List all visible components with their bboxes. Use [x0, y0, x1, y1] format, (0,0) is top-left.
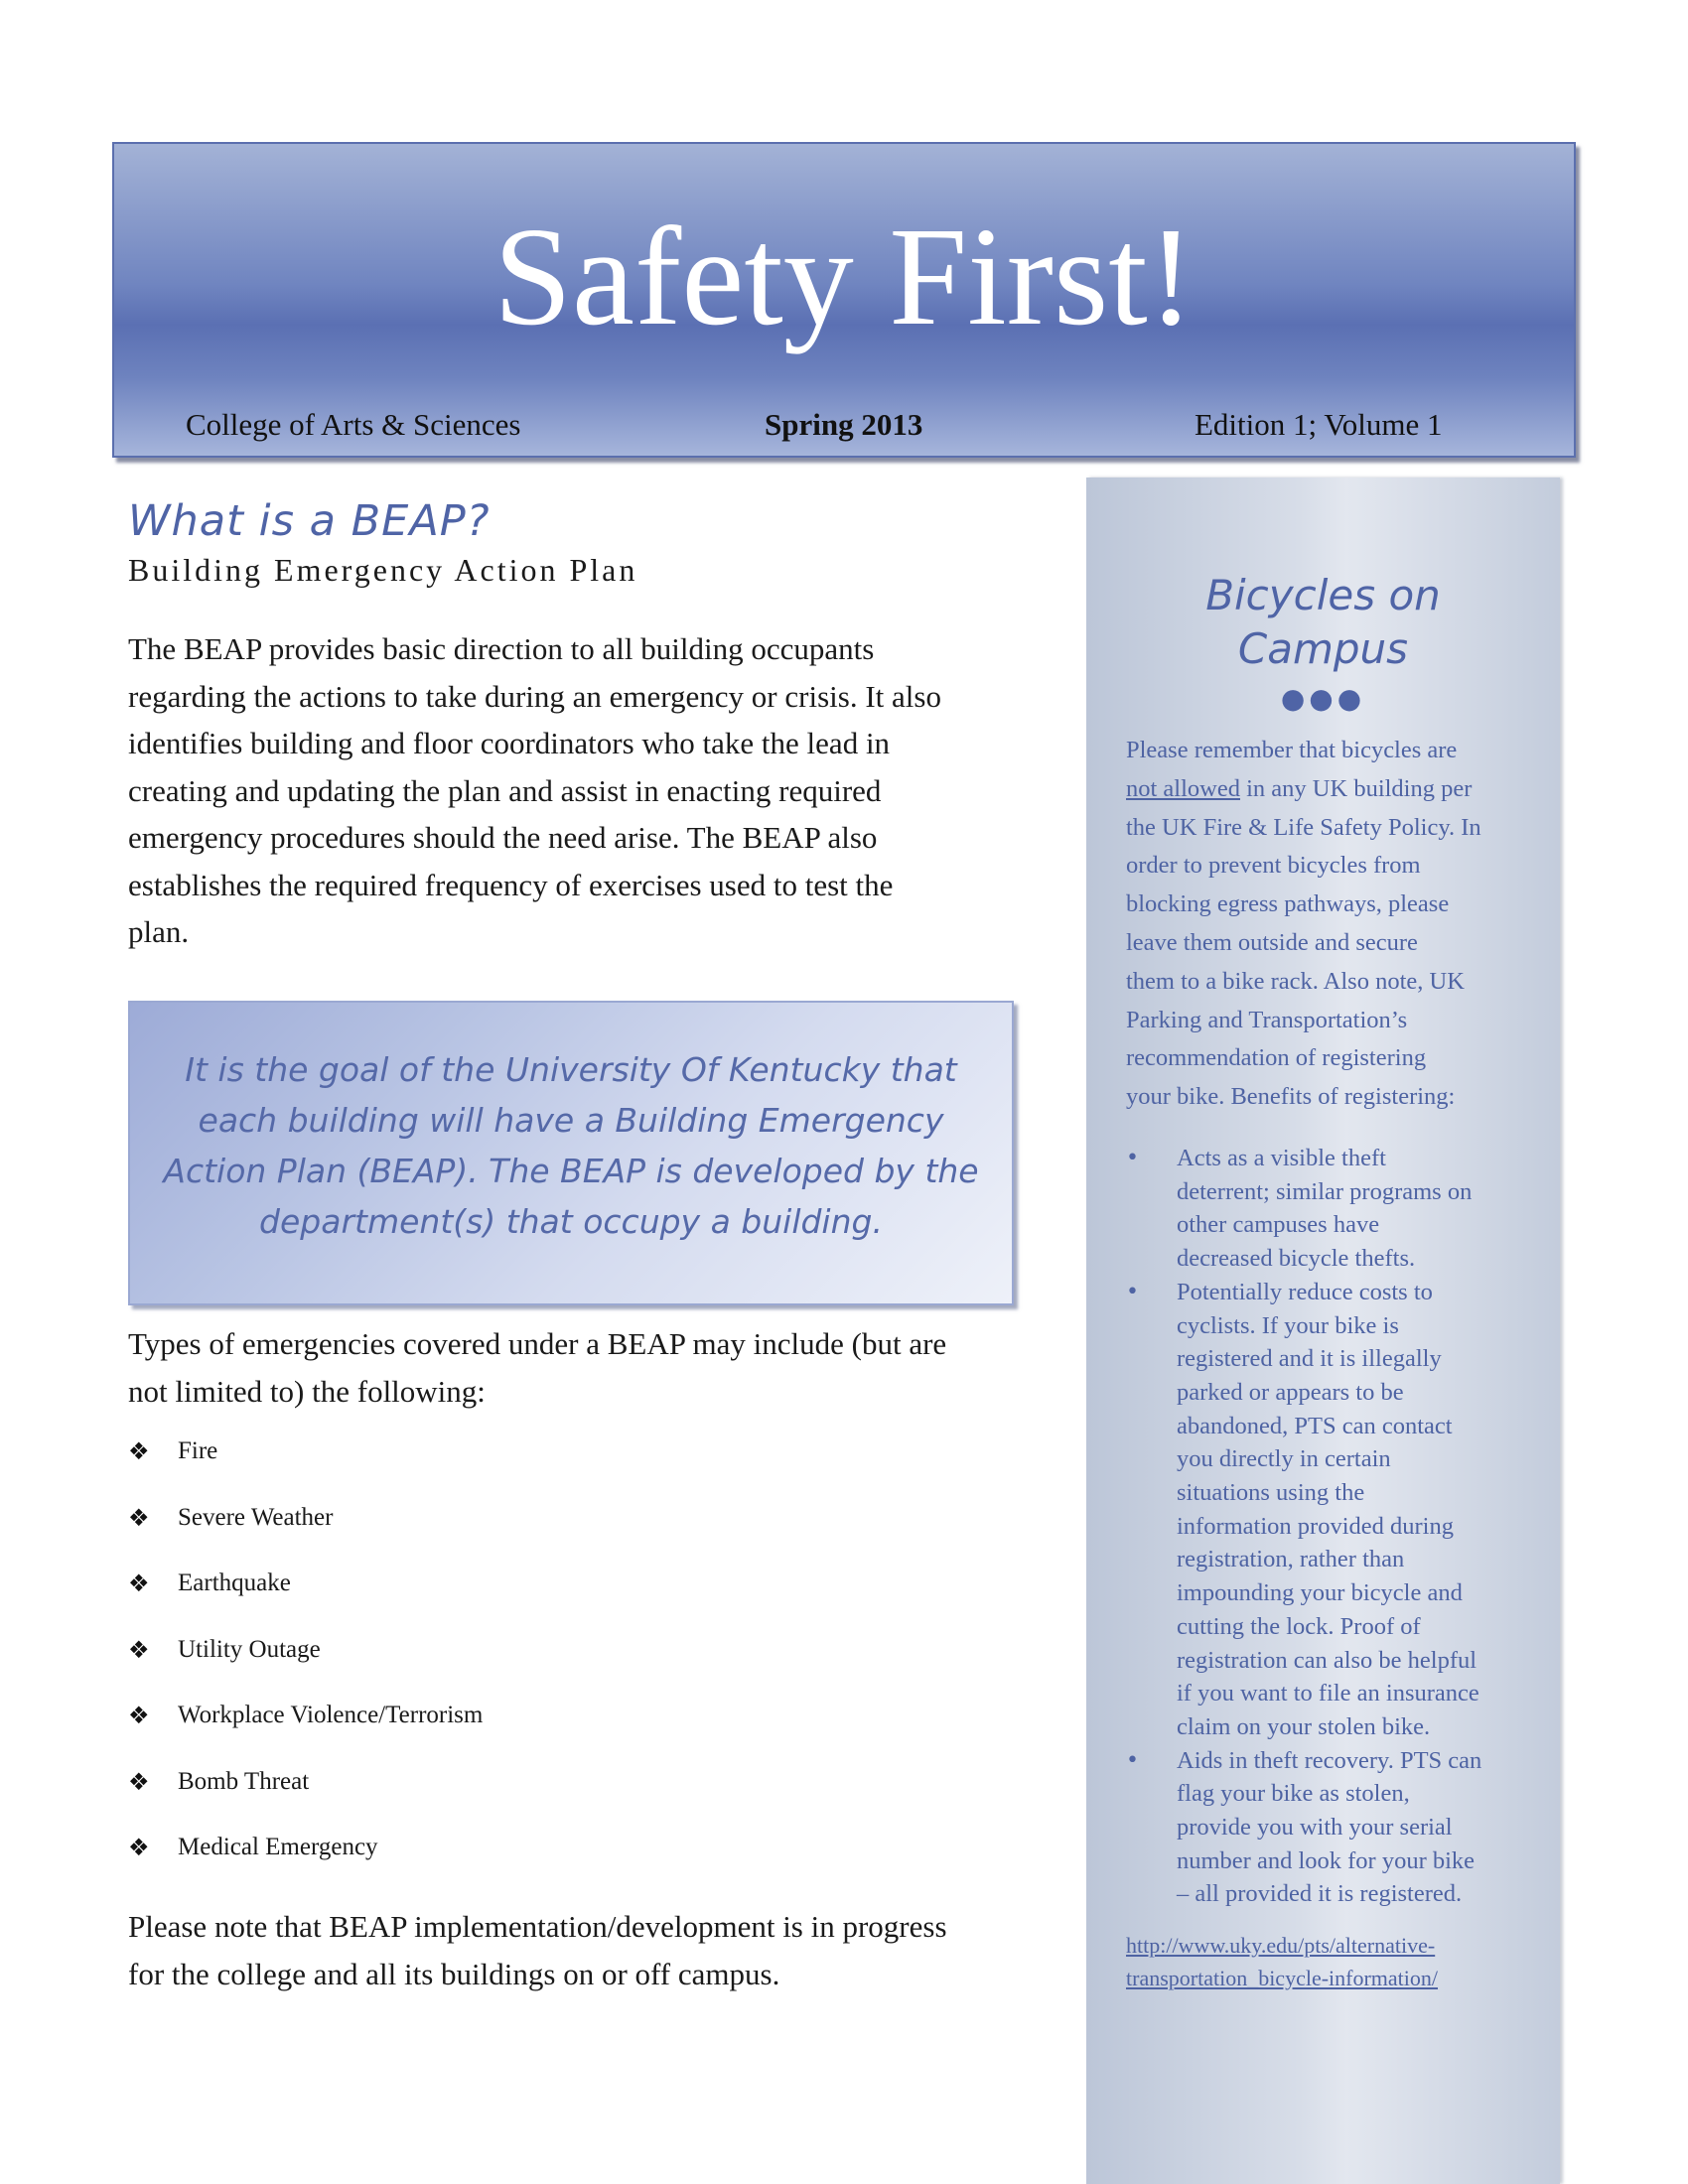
intro-line: identifies building and floor coordinators who take the lead in [128, 726, 891, 760]
beap-intro-paragraph [128, 625, 1022, 956]
sidebar-line [1126, 770, 1543, 809]
sidebar-body-text [1126, 732, 1543, 1117]
quote-line: It is the goal of the University Of Kentucky that [185, 1050, 957, 1089]
emergency-type-label: Medical Emergency [178, 1834, 378, 1860]
benefit-line: – all provided it is registered. [1177, 1880, 1463, 1908]
benefit-line: number and look for your bike [1177, 1846, 1476, 1874]
diamond-bullet-icon: ❖ [128, 1437, 150, 1465]
benefit-line: if you want to file an insurance [1177, 1680, 1479, 1707]
sidebar-line: Parking and Transportation’s [1126, 1006, 1408, 1033]
sidebar-line: recommendation of registering [1126, 1044, 1427, 1072]
diamond-bullet-icon: ❖ [128, 1702, 150, 1729]
sidebar-panel [1086, 478, 1560, 2184]
emergency-type-label: Fire [178, 1437, 218, 1464]
benefit-line: other campuses have [1177, 1211, 1380, 1239]
sidebar-heading [1086, 569, 1560, 676]
pull-quote-text [130, 1044, 1012, 1247]
emergency-type-label: Bomb Threat [178, 1767, 310, 1795]
sidebar-line: Please remember that bicycles are [1126, 737, 1458, 763]
benefit-line: registration can also be helpful [1177, 1646, 1477, 1674]
bullet-icon: • [1126, 1279, 1139, 1304]
bullet-icon: • [1126, 1146, 1139, 1170]
benefit-line: information provided during [1177, 1512, 1454, 1540]
benefit-line: registered and it is illegally [1177, 1345, 1442, 1373]
sidebar-line: your bike. Benefits of registering: [1126, 1083, 1456, 1111]
benefit-line: situations using the [1177, 1479, 1365, 1507]
intro-line: plan. [128, 914, 190, 949]
emergency-types-intro [128, 1320, 1022, 1415]
pull-quote-box [128, 1001, 1014, 1305]
closing-line: for the college and all its buildings on or off campus. [128, 1956, 780, 1991]
sidebar-line: blocking egress pathways, please [1126, 890, 1450, 918]
sidebar-line: the UK Fire & Life Safety Policy. In [1126, 813, 1481, 841]
types-intro-line: not limited to) the following: [128, 1373, 486, 1409]
masthead [112, 142, 1576, 458]
link-line: transportation_bicycle-information/ [1126, 1966, 1439, 1990]
bicycle-info-link[interactable] [1126, 1929, 1438, 1994]
diamond-bullet-icon: ❖ [128, 1635, 150, 1664]
closing-paragraph [128, 1903, 1071, 1997]
list-item [1126, 1744, 1481, 1912]
intro-line: establishes the required frequency of exercises used to test the [128, 867, 894, 902]
benefit-line: provide you with your serial [1177, 1814, 1453, 1842]
benefit-line: flag your bike as stolen, [1177, 1780, 1410, 1808]
diamond-bullet-icon: ❖ [128, 1503, 150, 1532]
issue-season: Spring 2013 [765, 407, 923, 442]
benefit-line: Acts as a visible theft [1177, 1145, 1386, 1171]
list-item [1126, 1276, 1481, 1744]
benefit-line: parked or appears to be [1177, 1378, 1404, 1406]
sidebar-line: leave them outside and secure [1126, 928, 1418, 956]
beap-heading: What is a BEAP? [128, 496, 491, 546]
diamond-bullet-icon: ❖ [128, 1570, 150, 1597]
closing-line: Please note that BEAP implementation/development is in progress [128, 1909, 947, 1944]
benefit-line: cyclists. If your bike is [1177, 1311, 1399, 1339]
sidebar-line-rest: in any UK building per [1240, 774, 1473, 802]
benefit-line: Aids in theft recovery. PTS can [1177, 1746, 1482, 1774]
not-allowed-emphasis: not allowed [1126, 774, 1240, 802]
benefit-line: you directly in certain [1177, 1445, 1391, 1473]
emergency-type-label: Earthquake [178, 1570, 291, 1596]
intro-line: creating and updating the plan and assist in enacting required [128, 772, 882, 808]
quote-line: Action Plan (BEAP). The BEAP is developed by the [163, 1152, 979, 1190]
newsletter-title: Safety First! [493, 198, 1195, 354]
college-name: College of Arts & Sciences [186, 407, 521, 442]
emergency-type-label: Severe Weather [178, 1503, 334, 1531]
beap-subheading: Building Emergency Action Plan [128, 552, 638, 588]
sidebar-line: order to prevent bicycles from [1126, 852, 1421, 880]
intro-line: emergency procedures should the need arise. The BEAP also [128, 820, 878, 855]
benefit-line: impounding your bicycle and [1177, 1579, 1463, 1607]
quote-line: each building will have a Building Emergency [198, 1101, 944, 1140]
diamond-bullet-icon: ❖ [128, 1767, 150, 1796]
benefit-line: cutting the lock. Proof of [1177, 1612, 1421, 1640]
divider-dots: ●●● [1280, 682, 1366, 715]
sidebar-heading-line: Campus [1237, 624, 1409, 673]
quote-line: department(s) that occupy a building. [259, 1202, 883, 1241]
link-line: http://www.uky.edu/pts/alternative- [1126, 1933, 1436, 1958]
sidebar-heading-line: Bicycles on [1205, 571, 1441, 619]
benefit-line: Potentially reduce costs to [1177, 1278, 1433, 1305]
benefit-line: decreased bicycle thefts. [1177, 1245, 1416, 1273]
sidebar-line: them to a bike rack. Also note, UK [1126, 967, 1465, 995]
benefit-line: deterrent; similar programs on [1177, 1177, 1473, 1205]
benefit-line: abandoned, PTS can contact [1177, 1412, 1453, 1439]
emergency-type-label: Workplace Violence/Terrorism [178, 1702, 484, 1728]
intro-line: The BEAP provides basic direction to all building occupants [128, 631, 875, 666]
intro-line: regarding the actions to take during an emergency or crisis. It also [128, 678, 941, 714]
benefits-list [1126, 1142, 1481, 1911]
edition-volume: Edition 1; Volume 1 [1195, 407, 1443, 442]
bullet-icon: • [1126, 1747, 1139, 1773]
emergency-type-label: Utility Outage [178, 1635, 321, 1663]
benefit-line: registration, rather than [1177, 1546, 1405, 1573]
benefit-line: claim on your stolen bike. [1177, 1712, 1431, 1740]
diamond-bullet-icon: ❖ [128, 1834, 150, 1861]
list-item [1126, 1142, 1481, 1276]
types-intro-line: Types of emergencies covered under a BEAP may include (but are [128, 1326, 947, 1361]
